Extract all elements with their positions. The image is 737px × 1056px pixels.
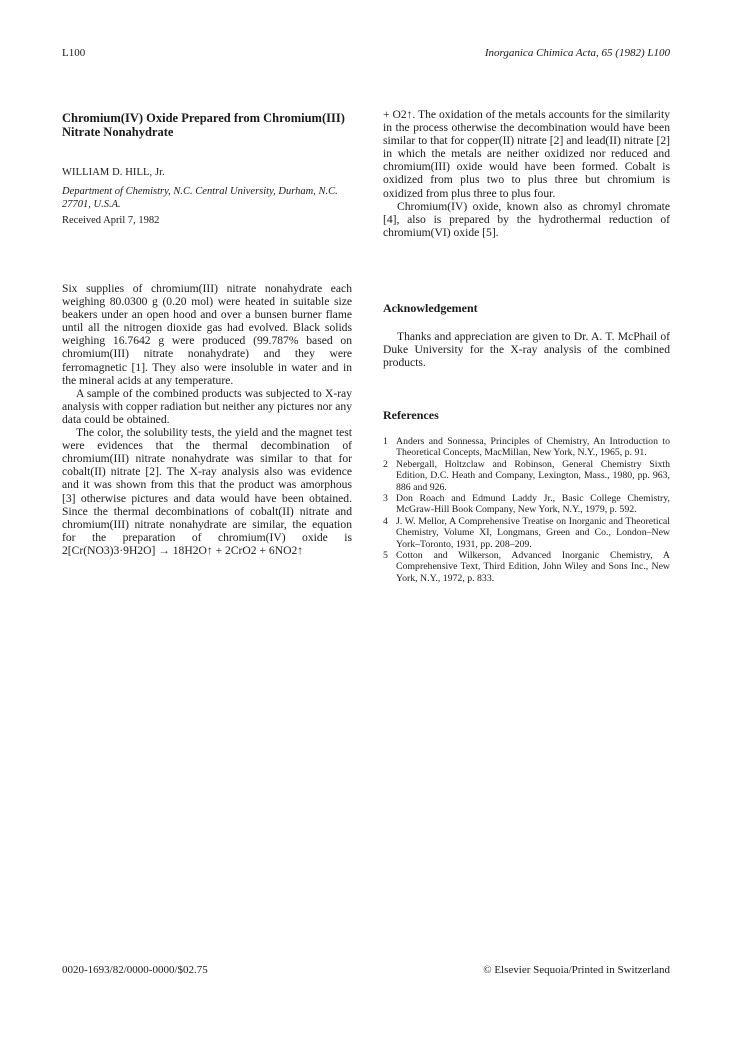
- body-paragraph-3: The color, the solubility tests, the yield and the magnet test were evidences that the thermal decombination of chromium(III) nitrate nonahydrate was similar to that for cobalt(II) nitrate [2]. The X-ray analysis also was evidence and it was shown from this that the product was amorphous [3] otherwise pictures and data would have been obtained. Since the thermal decombinations of cobalt(II) nitrate and chromium(III) nitrate nonahydrate are similar, the equation for the preparation of chromium(IV) oxide is 2[Cr(NO3)3·9H2O] → 18H2O↑ + 2CrO2 + 6NO2↑: [62, 426, 352, 557]
- reference-number: 2: [383, 458, 388, 470]
- footer-publisher: © Elsevier Sequoia/Printed in Switzerland: [483, 964, 670, 976]
- acknowledgement-heading: Acknowledgement: [383, 301, 478, 315]
- references-heading: References: [383, 408, 439, 422]
- reference-text: Don Roach and Edmund Laddy Jr., Basic College Chemistry, McGraw-Hill Book Company, New York, N.Y., 1979, p. 592.: [396, 493, 670, 516]
- article-title: Chromium(IV) Oxide Prepared from Chromium(III) Nitrate Nonahydrate: [62, 111, 345, 139]
- author-affiliation: Department of Chemistry, N.C. Central University, Durham, N.C. 27701, U.S.A.: [62, 186, 338, 210]
- references-list: [383, 436, 670, 584]
- body-paragraph-1: Six supplies of chromium(III) nitrate nonahydrate each weighing 80.0300 g (0.20 mol) were heated in suitable size beakers under an open hood and over a bunsen burner flame until all the nitrogen dioxide gas had evolved. Black solids weighing 16.7642 g were produced (99.787% based on chromium(III) nitrate nonahydrate) and they were ferromagnetic [1]. They also were insoluble in water and in the mineral acids at any temperature.: [62, 282, 352, 387]
- reference-number: 3: [383, 493, 388, 505]
- reference-item: [383, 436, 670, 459]
- journal-citation: Inorganica Chimica Acta, 65 (1982) L100: [484, 47, 670, 59]
- reference-text: Anders and Sonnessa, Principles of Chemistry, An Introduction to Theoretical Concepts, MacMillan, New York, N.Y., 1965, p. 91.: [396, 436, 670, 459]
- reference-item: [383, 459, 670, 493]
- reference-text: Cotton and Wilkerson, Advanced Inorganic Chemistry, A Comprehensive Text, Third Edition, John Wiley and Sons Inc., New York, N.Y., 1972, p. 833.: [396, 550, 670, 584]
- reference-text: Nebergall, Holtzclaw and Robinson, General Chemistry Sixth Edition, D.C. Heath and Company, Lexington, Mass., 1980, pp. 963, 886 and 926.: [396, 458, 670, 493]
- footer-code: 0020-1693/82/0000-0000/$02.75: [62, 964, 208, 976]
- reference-item: [383, 516, 670, 550]
- left-column-body: [62, 282, 352, 557]
- body-paragraph-5: Chromium(IV) oxide, known also as chromyl chromate [4], also is prepared by the hydrothermal reduction of chromium(VI) oxide [5].: [383, 199, 670, 239]
- received-date: Received April 7, 1982: [62, 215, 160, 226]
- body-paragraph-4: + O2↑. The oxidation of the metals accounts for the similarity in the process otherwise the decombination would have been similar to that for copper(II) nitrate [2] and lead(II) nitrate [2] in which the metals are neither oxidized nor reduced and chromium(III) oxide would have been formed. Cobalt is oxidized from plus two to plus three but chromium is oxidized from plus three to plus four.: [383, 108, 670, 200]
- article-author: WILLIAM D. HILL, Jr.: [62, 167, 165, 178]
- body-paragraph-2: A sample of the combined products was subjected to X-ray analysis with copper radiation but neither any pictures nor any data could be obtained.: [62, 386, 352, 426]
- right-column-body: [383, 108, 670, 239]
- acknowledgement-text: Thanks and appreciation are given to Dr. A. T. McPhail of Duke University for the X-ray analysis of the combined products.: [383, 330, 670, 370]
- page-number: L100: [62, 47, 86, 59]
- reference-item: [383, 493, 670, 516]
- reference-number: 1: [383, 436, 388, 447]
- reference-number: 5: [383, 550, 388, 562]
- reference-item: [383, 550, 670, 584]
- reference-text: J. W. Mellor, A Comprehensive Treatise on Inorganic and Theoretical Chemistry, Volume XI, Longmans, Green and Co., London–New York–Toronto, 1931, pp. 208–209.: [396, 515, 670, 550]
- reference-number: 4: [383, 515, 388, 527]
